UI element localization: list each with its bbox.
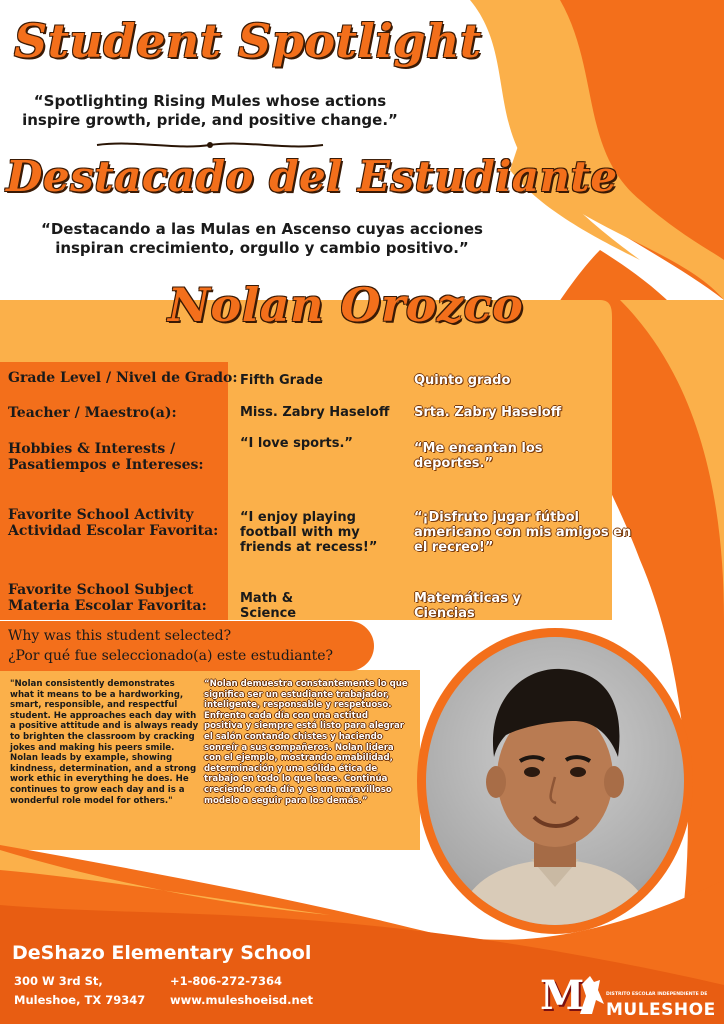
- why-answer-en: "Nolan consistently demonstrates what it means to be a hardworking, smart, responsible, and respectful student. He approaches each day with a positive attitude and is always ready to brighten the classroom by cracking jokes and making his peers smile. Nolan leads by example, showing kindness, determination, and a strong work ethic in everything he does. He continues to grow each day and is a wonderful role model for others.": [10, 679, 199, 806]
- hobbies-label: [8, 441, 204, 473]
- activity-label-line-2: Actividad Escolar Favorita:: [8, 523, 219, 539]
- hobbies-es-line-2: deportes.”: [414, 456, 494, 471]
- activity-es-line-3: el recreo!”: [414, 540, 494, 555]
- subject-en: [240, 591, 296, 621]
- subject-label-line-2: Materia Escolar Favorita:: [8, 598, 207, 614]
- title-english: Student Spotlight: [14, 14, 482, 68]
- address-line-1: 300 W 3rd St,: [14, 974, 103, 988]
- why-selected-banner: [0, 621, 374, 671]
- activity-label-line-1: Favorite School Activity: [8, 507, 194, 523]
- why-question-es: ¿Por qué fue seleccionado(a) este estudiante?: [8, 648, 334, 664]
- subject-es: [414, 591, 521, 621]
- subject-label: [8, 582, 207, 614]
- logo-district-text: DISTRITO ESCOLAR INDEPENDIENTE DE: [606, 992, 708, 997]
- subject-es-line-1: Matemáticas y: [414, 591, 521, 606]
- phone-number: +1-806-272-7364: [170, 974, 282, 988]
- tagline-spanish-line-2: inspiran crecimiento, orgullo y cambio positivo.”: [55, 239, 469, 257]
- hobbies-es: [414, 441, 543, 471]
- subject-en-line-1: Math &: [240, 591, 294, 606]
- school-contact: [170, 972, 313, 1010]
- activity-es: [414, 510, 631, 555]
- school-name: DeShazo Elementary School: [12, 942, 312, 964]
- teacher-en: Miss. Zabry Haseloff: [240, 405, 390, 420]
- activity-label: [8, 507, 218, 539]
- address-line-2: Muleshoe, TX 79347: [14, 993, 146, 1007]
- mule-icon: [576, 974, 606, 1018]
- student-photo: [426, 637, 684, 925]
- activity-en-line-2: football with my: [240, 525, 360, 540]
- hobbies-label-line-1: Hobbies & Interests /: [8, 441, 176, 457]
- hobbies-label-line-2: Pasatiempos e Intereses:: [8, 457, 204, 473]
- teacher-label: Teacher / Maestro(a):: [8, 405, 177, 421]
- activity-en-line-1: “I enjoy playing: [240, 510, 356, 525]
- ornament-divider: [95, 138, 325, 152]
- title-spanish: Destacado del Estudiante: [6, 152, 618, 201]
- logo-name-text: MULESHOE: [606, 1000, 716, 1020]
- website-link[interactable]: www.muleshoeisd.net: [170, 993, 314, 1007]
- hobbies-en: “I love sports.”: [240, 436, 353, 451]
- subject-es-line-2: Ciencias: [414, 606, 475, 621]
- tagline-spanish: [22, 220, 502, 258]
- tagline-spanish-line-1: “Destacando a las Mulas en Ascenso cuyas acciones: [40, 220, 483, 238]
- subject-en-line-2: Science: [240, 606, 297, 621]
- district-logo: [540, 970, 720, 1020]
- school-address: [14, 972, 145, 1010]
- grade-level-en: Fifth Grade: [240, 373, 323, 388]
- teacher-es: Srta. Zabry Haseloff: [414, 405, 562, 420]
- hobbies-es-line-1: “Me encantan los: [414, 441, 543, 456]
- tagline-english-line-1: “Spotlighting Rising Mules whose actions: [33, 92, 387, 110]
- activity-es-line-2: americano con mis amigos en: [414, 525, 632, 540]
- student-portrait-icon: [426, 637, 684, 925]
- logo-letter: M: [540, 972, 585, 1019]
- tagline-english-line-2: inspire growth, pride, and positive change.”: [22, 111, 398, 129]
- student-photo-frame: [417, 628, 693, 934]
- activity-en: [240, 510, 377, 555]
- subject-label-line-1: Favorite School Subject: [8, 582, 194, 598]
- why-question-en: Why was this student selected?: [8, 628, 232, 644]
- grade-level-label: Grade Level / Nivel de Grado:: [8, 370, 238, 386]
- tagline-english: [20, 92, 400, 130]
- why-answer-es: “Nolan demuestra constantemente lo que significa ser un estudiante trabajador, inteligente, responsable y respetuoso. Enfrenta cada día con una actitud positiva y siempre está listo para alegrar el salón contando chistes y haciendo sonreír a sus compañeros. Nolan lidera con el ejemplo, mostrando amabilidad, determinación y una sólida ética de trabajo en todo lo que hace. Continúa creciendo cada día y es un maravilloso modelo a seguir para los demás.”: [204, 679, 408, 806]
- activity-en-line-3: friends at recess!”: [240, 540, 378, 555]
- grade-level-es: Quinto grado: [414, 373, 511, 388]
- student-name: Nolan Orozco: [168, 278, 524, 332]
- activity-es-line-1: “¡Disfruto jugar fútbol: [414, 510, 579, 525]
